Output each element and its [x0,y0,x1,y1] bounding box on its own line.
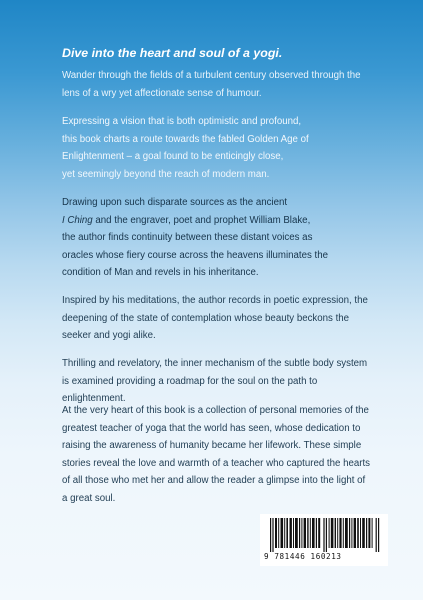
paragraph-revelatory: Thrilling and revelatory, the inner mechanism of the subtle body system is examined providing a roadmap for the soul on the path to enlightenment. [62,358,368,405]
paragraph-sources-line: and the engraver, poet and prophet William Blake, [92,214,311,226]
paragraph-intro: Wander through the fields of a turbulent century observed through the lens of a wry yet affectionate sense of humour. [62,70,361,99]
paragraph-vision-line: yet seemingly beyond the reach of modern man. [62,168,270,180]
book-title-i-ching: I Ching [62,214,93,226]
isbn-barcode [260,514,388,566]
paragraph-vision-line: Enlightenment – a goal found to be enticingly close, [62,151,284,163]
isbn-digits: 9 781446 160213 [264,552,342,561]
paragraph-sources [62,194,372,282]
paragraph-sources-line: the author finds continuity between these distant voices as [62,232,313,244]
paragraph-vision-line: Expressing a vision that is both optimistic and profound, [62,116,302,127]
paragraph-memories: At the very heart of this book is a collection of personal memories of the greatest teacher of yoga that the world has seen, whose dedication to raising the awareness of humanity became her lifework. These simple stories reveal the love and warmth of a teacher who captured the hearts of all those who met her and allow the reader a glimpse into the light of a great soul. [62,405,371,504]
paragraph-sources-line: oracles whose fiery course across the heavens illuminates the [62,249,328,261]
paragraph-vision [62,113,372,183]
paragraph-vision-line: this book charts a route towards the fabled Golden Age of [62,133,309,145]
paragraph-sources-line: Drawing upon such disparate sources as the ancient [62,197,288,208]
headline: Dive into the heart and soul of a yogi. [62,46,283,60]
paragraph-meditations: Inspired by his meditations, the author records in poetic expression, the deepening of the state of contemplation whose beauty beckons the seeker and yogi alike. [62,295,368,342]
paragraph-sources-line: condition of Man and revels in his inheritance. [62,267,259,279]
barcode-bars-graphic [270,518,380,552]
